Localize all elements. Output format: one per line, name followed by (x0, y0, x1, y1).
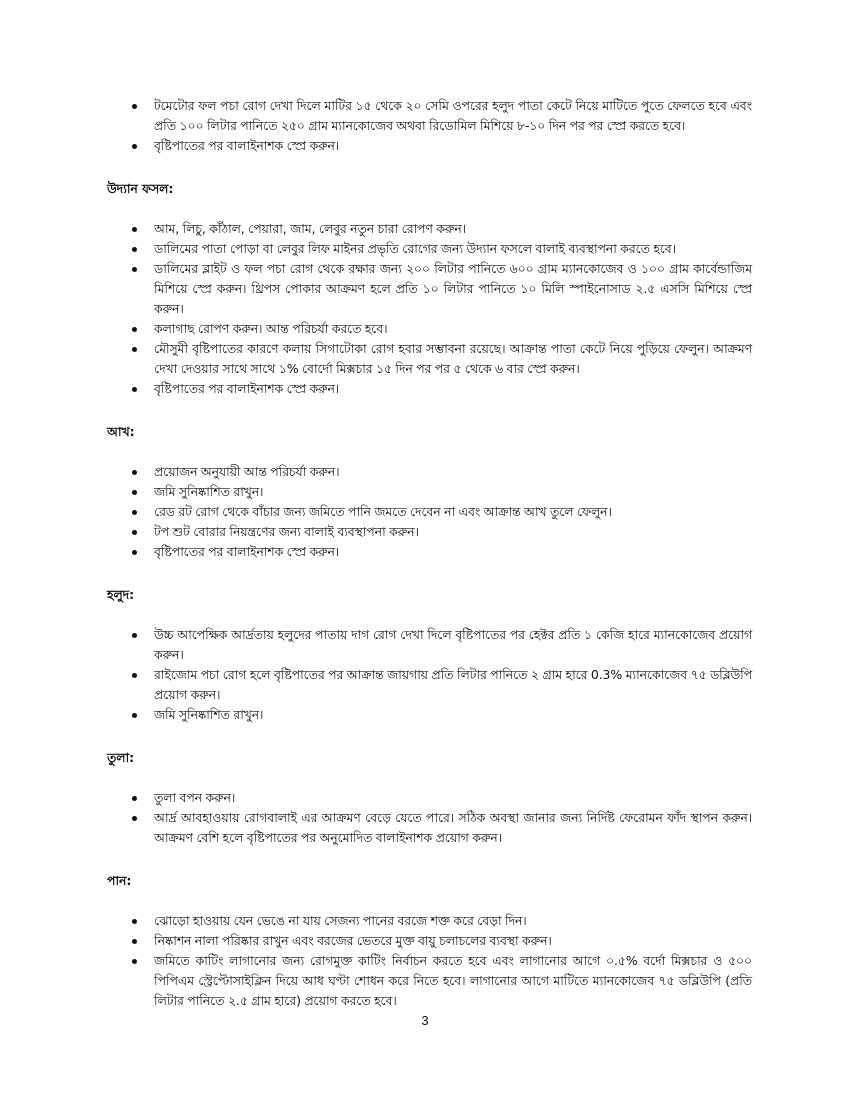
bullet-list (107, 462, 752, 562)
section-heading: হলুদ: (107, 587, 135, 602)
list-item: বৃষ্টিপাতের পর বালাইনাশক স্প্রে করুন। (107, 542, 752, 562)
list-item: টপ শুট বোরার নিয়ন্ত্রণের জন্য বালাই ব্যবস্থাপনা করুন। (107, 522, 752, 542)
list-item: জমি সুনিষ্কাশিত রাখুন। (107, 705, 752, 725)
section-sugarcane (107, 423, 752, 562)
list-item: তুলা বপন করুন। (107, 788, 752, 808)
list-item: রেড রট রোগ থেকে বাঁচার জন্য জমিতে পানি জমতে দেবেন না এবং আক্রান্ত আখ তুলে ফেলুন। (107, 502, 752, 522)
list-item: উচ্চ আপেক্ষিক আর্দ্রতায় হলুদের পাতায় দাগ রোগ দেখা দিলে বৃষ্টিপাতের পর হেক্টর প্রতি ১ কেজি হারে ম্যানকোজেব প্রয়োগ করুন। (107, 625, 752, 665)
intro-section (107, 96, 752, 156)
list-item: বৃষ্টিপাতের পর বালাইনাশক স্প্রে করুন। (107, 136, 752, 156)
list-item: ঝোড়ো হাওয়ায় যেন ভেঙে না যায় সেজন্য পানের বরজে শক্ত করে বেড়া দিন। (107, 911, 752, 931)
list-item: জমি সুনিষ্কাশিত রাখুন। (107, 482, 752, 502)
page-number: 3 (421, 1013, 429, 1028)
bullet-list (107, 788, 752, 848)
section-heading: তুলা: (107, 750, 135, 765)
section-horticulture (107, 180, 752, 399)
list-item: কলাগাছ রোপণ করুন। আন্ত পরিচর্যা করতে হবে। (107, 319, 752, 339)
list-item: আম, লিচু, কাঁঠাল, পেয়ারা, জাম, লেবুর নতুন চারা রোপণ করুন। (107, 219, 752, 239)
list-item: মৌসুমী বৃষ্টিপাতের কারণে কলায় সিগাটোকা রোগ হবার সম্ভাবনা রয়েছে। আক্রান্ত পাতা কেটে নিয়ে পুড়িয়ে ফেলুন। আক্রমণ দেখা দেওয়ার সাথে সাথে ১% বোর্দো মিক্সচার ১৫ দিন পর পর ৫ থেকে ৬ বার স্প্রে করুন। (107, 339, 752, 379)
list-item: নিষ্কাশন নালা পরিষ্কার রাখুন এবং বরজের ভেতরে মুক্ত বায়ু চলাচলের ব্যবস্থা করুন। (107, 931, 752, 951)
section-betel-leaf (107, 872, 752, 1011)
list-item: জমিতে কাটিং লাগানোর জন্য রোগমুক্ত কাটিং নির্বাচন করতে হবে এবং লাগানোর আগে ০.৫% বর্দো মিক্সচার ও ৫০০ পিপিএম স্ট্রেপ্টোসাইক্লিন দিয়ে আধ ঘণ্টা শোধন করে নিতে হবে। লাগানোর আগে মাটিতে ম্যানকোজেব ৭৫ ডব্লিউপি (প্রতি লিটার পানিতে ২.৫ গ্রাম হারে) প্রয়োগ করতে হবে। (107, 951, 752, 1011)
bullet-list (107, 911, 752, 1011)
list-item: টমেটোর ফল পচা রোগ দেখা দিলে মাটির ১৫ থেকে ২০ সেমি ওপরের হলুদ পাতা কেটে নিয়ে মাটিতে পুতে ফেলতে হবে এবং প্রতি ১০০ লিটার পানিতে ২৫০ গ্রাম ম্যানকোজেব অথবা রিডোমিল মিশিয়ে ৮-১০ দিন পর পর স্প্রে করতে হবে। (107, 96, 752, 136)
bullet-list (107, 625, 752, 725)
list-item: ডালিমের ব্লাইট ও ফল পচা রোগ থেকে রক্ষার জন্য ২০০ লিটার পানিতে ৬০০ গ্রাম ম্যানকোজেব ও ১০০ গ্রাম কার্বেন্ডাজিম মিশিয়ে স্প্রে করুন। থ্রিপস পোকার আক্রমণ হলে প্রতি ১০ লিটার পানিতে ১০ মিলি স্পাইনোসাড ২.৫ এসসি মিশিয়ে স্প্রে করুন। (107, 259, 752, 319)
section-turmeric (107, 586, 752, 725)
section-cotton (107, 749, 752, 848)
list-item: ডালিমের পাতা পোড়া বা লেবুর লিফ মাইনর প্রভৃতি রোগের জন্য উদ্যান ফসলে বালাই ব্যবস্থাপনা করতে হবে। (107, 239, 752, 259)
section-heading: উদ্যান ফসল: (107, 181, 174, 196)
bullet-list (107, 219, 752, 399)
document-body (107, 96, 752, 1011)
section-heading: আখ: (107, 424, 135, 439)
list-item: আর্দ্র আবহাওয়ায় রোগবালাই এর আক্রমণ বেড়ে যেতে পারে। সঠিক অবস্থা জানার জন্য নির্দিষ্ট ফেরোমন ফাঁদ স্থাপন করুন। আক্রমণ বেশি হলে বৃষ্টিপাতের পর অনুমোদিত বালাইনাশক প্রয়োগ করুন। (107, 808, 752, 848)
list-item: বৃষ্টিপাতের পর বালাইনাশক স্প্রে করুন। (107, 379, 752, 399)
list-item: রাইজোম পচা রোগ হলে বৃষ্টিপাতের পর আক্রান্ত জায়গায় প্রতি লিটার পানিতে ২ গ্রাম হারে 0.3% ম্যানকোজেব ৭৫ ডব্লিউপি প্রয়োগ করুন। (107, 665, 752, 705)
section-heading: পান: (107, 873, 132, 888)
intro-bullet-list (107, 96, 752, 156)
list-item: প্রয়োজন অনুযায়ী আন্ত পরিচর্যা করুন। (107, 462, 752, 482)
